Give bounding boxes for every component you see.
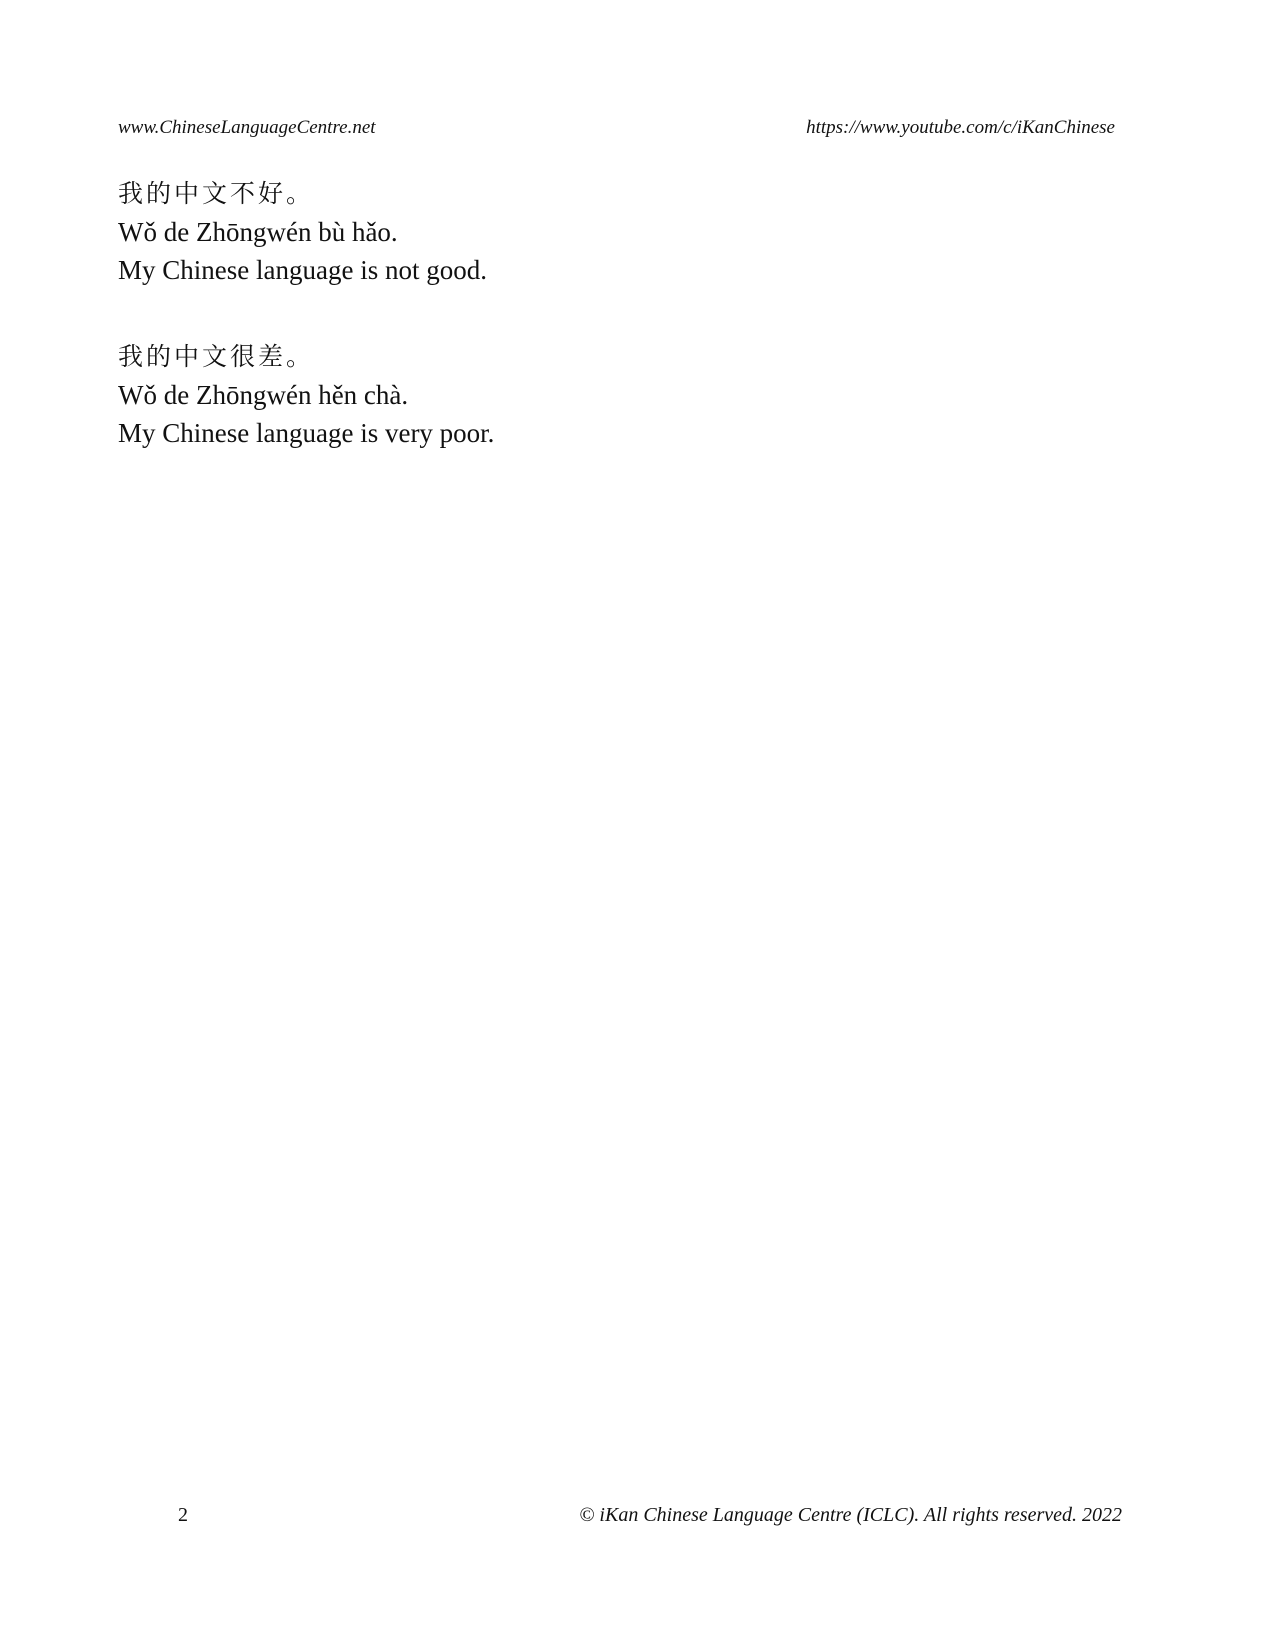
phrase-entry [118, 340, 1018, 452]
phrase-entry [118, 177, 1018, 289]
pinyin-text: Wǒ de Zhōngwén hěn chà. [118, 380, 409, 410]
chinese-characters: 我的中文不好。 [118, 181, 315, 208]
english-translation: My Chinese language is not good. [118, 255, 487, 285]
header-website-url[interactable]: www.ChineseLanguageCentre.net [118, 117, 376, 138]
copyright-notice: © iKan Chinese Language Centre (ICLC). All rights reserved. 2022 [579, 1504, 1122, 1526]
pinyin-text: Wǒ de Zhōngwén bù hǎo. [118, 217, 398, 247]
header-youtube-url[interactable]: https://www.youtube.com/c/iKanChinese [806, 117, 1115, 138]
page-number: 2 [178, 1504, 188, 1526]
english-translation: My Chinese language is very poor. [118, 418, 495, 448]
chinese-characters: 我的中文很差。 [118, 344, 315, 371]
